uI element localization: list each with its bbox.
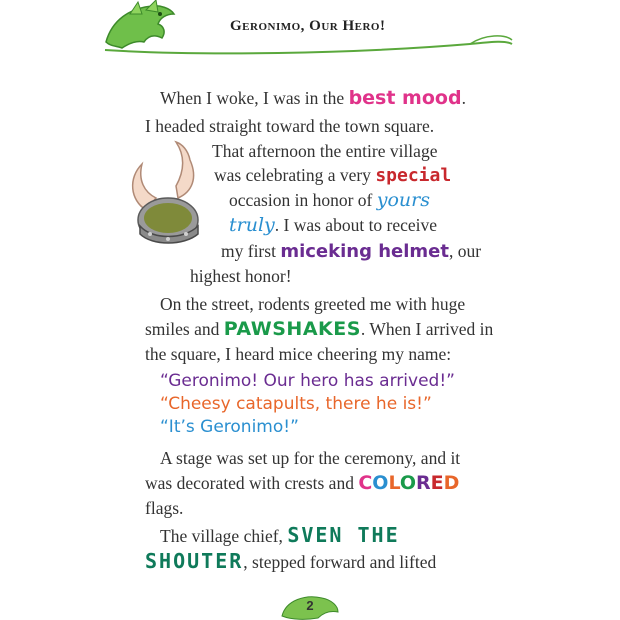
text-line: [145, 317, 493, 341]
text-run: my first: [221, 241, 281, 261]
text-line: [229, 213, 437, 237]
text-line: On the street, rodents greeted me with huge: [160, 294, 466, 314]
highlight-miceking-helmet: miceking helmet: [280, 241, 449, 262]
text-line: That afternoon the entire village: [212, 141, 438, 161]
text-line: highest honor!: [190, 266, 292, 286]
text-line: I headed straight toward the town square.: [145, 116, 435, 136]
text-line: [160, 523, 400, 548]
highlight-truly: truly: [229, 214, 275, 236]
quote-line: “It’s Geronimo!”: [160, 417, 299, 437]
text-line: flags.: [145, 498, 184, 518]
running-header-title: Geronimo, Our Hero!: [230, 18, 386, 34]
text-line: A stage was set up for the ceremony, and it: [160, 448, 461, 468]
text-run: was celebrating a very: [214, 165, 376, 185]
colored-letter: L: [388, 472, 400, 494]
text-line: [229, 188, 430, 212]
quote-line: “Geronimo! Our hero has arrived!”: [160, 371, 455, 391]
text-line: [160, 86, 466, 110]
page-number: 2: [306, 598, 314, 613]
highlight-colored: [358, 472, 459, 494]
text-run: occasion in honor of: [229, 190, 377, 210]
text-run: , our: [448, 241, 482, 261]
text-run: was decorated with crests and: [145, 473, 359, 493]
highlight-shouter: SHOUTER: [145, 549, 244, 573]
colored-letter: O: [372, 472, 389, 494]
text-run: The village chief,: [160, 526, 288, 546]
text-line: [221, 239, 481, 264]
text-run: When I woke, I was in the: [160, 88, 349, 108]
colored-letter: O: [399, 472, 417, 494]
highlight-special: special: [375, 165, 452, 186]
colored-letter: D: [443, 472, 460, 494]
colored-letter: C: [358, 472, 373, 494]
text-line: the square, I heard mice cheering my name:: [145, 344, 452, 364]
text-line: [214, 163, 451, 188]
highlight-best-mood: best mood: [348, 87, 462, 109]
highlight-sven-the: SVEN THE: [287, 523, 400, 547]
text-run: . I was about to receive: [274, 215, 438, 235]
text-run: , stepped forward and lifted: [243, 552, 437, 572]
colored-letter: R: [416, 472, 431, 494]
text-run: smiles and: [145, 319, 224, 339]
colored-letter: E: [430, 472, 444, 494]
text-run: . When I arrived in: [360, 319, 494, 339]
text-line: [145, 549, 436, 574]
text-line: [145, 471, 459, 495]
text-run: .: [461, 88, 466, 108]
highlight-yours: yours: [376, 189, 430, 211]
highlight-pawshakes: PAWSHAKES: [223, 318, 361, 340]
quote-line: “Cheesy catapults, there he is!”: [160, 394, 432, 414]
